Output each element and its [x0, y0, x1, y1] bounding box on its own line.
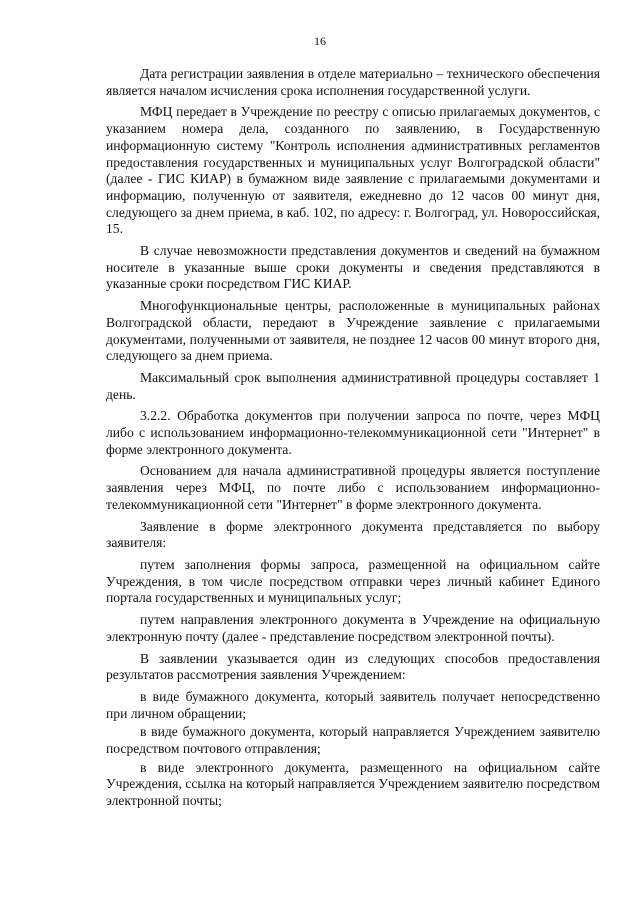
- paragraph-method-electronic: в виде электронного документа, размещенного на официальном сайте Учреждения, ссылка на который направляется Учреждением заявителю посредством электронной почты;: [106, 759, 600, 809]
- paragraph-mfc-transfer: МФЦ передает в Учреждение по реестру с описью прилагаемых документов, с указанием номера дела, созданного по заявлению, в Государственную информационную систему "Контроль исполнения административных регламентов предоставления государственных и муниципальных услуг Волгоградской области" (далее - ГИС КИАР) в бумажном виде заявление с прилагаемыми документами и информацию, полученную от заявителя, ежедневно до 12 часов 00 минут дня, следующего за днем приема, в каб. 102, по адресу: г. Волгоград, ул. Новороссийская, 15.: [106, 104, 600, 237]
- paragraph-electronic-form: Заявление в форме электронного документа представляется по выбору заявителя:: [106, 518, 600, 551]
- paragraph-max-term: Максимальный срок выполнения административной процедуры составляет 1 день.: [106, 369, 600, 402]
- paragraph-registration-date: Дата регистрации заявления в отделе материально – технического обеспечения является началом исчисления срока исполнения государственной услуги.: [106, 66, 600, 98]
- paragraph-option-email: путем направления электронного документа в Учреждение на официальную электронную почту (далее - представление посредством электронной почты).: [106, 612, 600, 644]
- paragraph-multifunctional-centers: Многофункциональные центры, расположенные в муниципальных районах Волгоградской области, передают в Учреждение заявление с прилагаемыми документами, полученными от заявителя, не позднее 12 часов 00 минут второго дня, следующего за днем приема.: [106, 298, 600, 364]
- paragraph-method-personal: в виде бумажного документа, который заявитель получает непосредственно при личном обращении;: [106, 688, 600, 721]
- paragraph-method-post: в виде бумажного документа, который направляется Учреждением заявителю посредством почтового отправления;: [106, 724, 600, 757]
- paragraph-basis: Основанием для начала административной процедуры является поступление заявления через МФЦ, по почте либо с использованием информационно-телекоммуникационной сети "Интернет" в форме электронного документа.: [106, 463, 600, 512]
- page-number: 16: [314, 34, 326, 48]
- paragraph-gis-kiar: В случае невозможности представления документов и сведений на бумажном носителе в указанные выше сроки документы и сведения представляются в указанные сроки посредством ГИС КИАР.: [106, 243, 600, 292]
- document-body: [106, 66, 600, 810]
- paragraph-result-methods: В заявлении указывается один из следующих способов предоставления результатов рассмотрения заявления Учреждением:: [106, 650, 600, 683]
- paragraph-section-3-2-2: 3.2.2. Обработка документов при получении запроса по почте, через МФЦ либо с использованием информационно-телекоммуникационной сети "Интернет" в форме электронного документа.: [106, 408, 600, 457]
- paragraph-option-portal: путем заполнения формы запроса, размещенной на официальном сайте Учреждения, в том числе посредством отправки через личный кабинет Единого портала государственных и муниципальных услуг;: [106, 556, 600, 606]
